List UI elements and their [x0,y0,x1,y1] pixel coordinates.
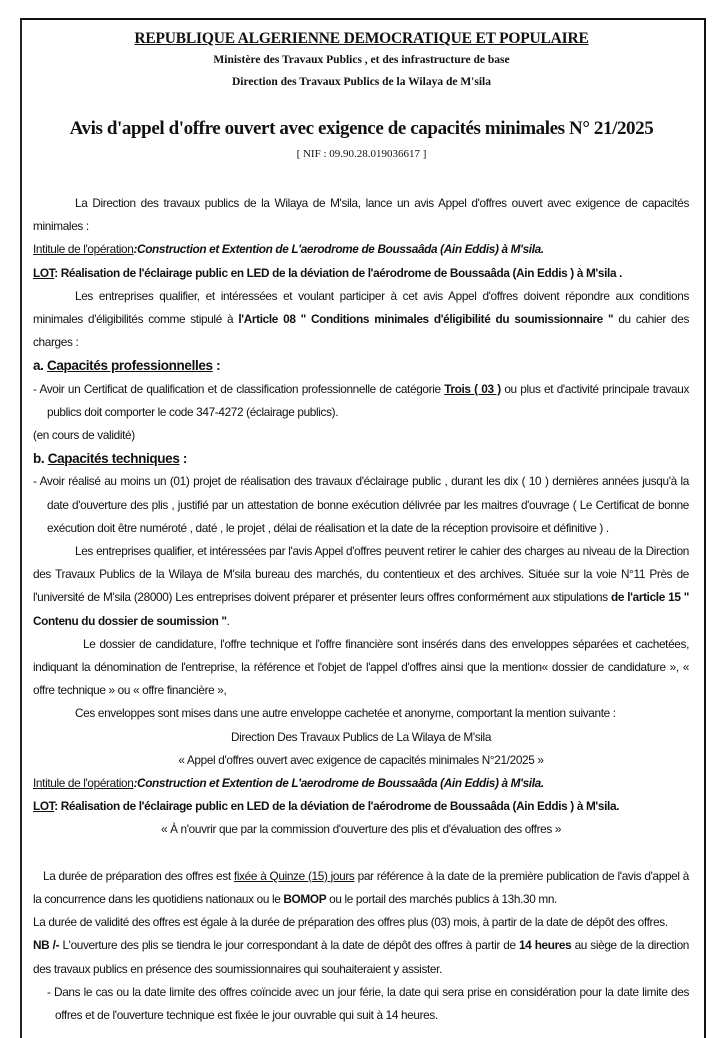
lot-label: LOT [33,265,55,280]
operation-line [33,238,689,261]
eligibility-suffix: du cahier des charges : [33,312,689,350]
intro-paragraph: La Direction des travaux publics de la Wilaya de M'sila, lance un avis Appel d'offres ouvert avec exigence de capacités minimales : [33,196,689,234]
outer-envelope-paragraph: Ces enveloppes sont mises dans une autre enveloppe cachetée et anonyme, comportant la mention suivante : [75,706,616,721]
withdraw-text: Les entreprises qualifier, et intéressées par l'avis Appel d'offres peuvent retirer le cahier des charges au niveau de la Direction des Travaux Publics de la Wilaya de M'sila bureau des marchés, du contentieux et des archives. Située sur la voie N°11 Près de l'université de M'sila (28000) Les entreprises doivent préparer et présenter leurs offres conformément aux stipulations [33,544,689,605]
duration-text-2: par référence à la date de la première publication de l'avis d'appel à la concurrence dans les quotidiens nationaux ou le [33,868,689,906]
withdraw-suffix: . [226,613,230,628]
section-b-item: - Avoir réalisé au moins un (01) projet de réalisation des travaux d'éclairage public , durant les dix ( 10 ) dernières années jusqu'à la date d'ouverture des plis , justifié par un attestation de bonne exécution délivrée par les maitres d'ouvrage ( Le Certificat de bonne exécution doit être numéroté , daté , le projet , délai de réalisation et la date de la réception provisoire et définitive ) . [33,474,689,535]
envelope-operation-label: Intitule de l'opération [33,776,134,791]
envelope-lot-label: LOT [33,799,55,814]
duration-text-3: ou le portail des marchés publics à 13h.30 mn. [326,891,557,906]
nb-text: L'ouverture des plis se tiendra le jour correspondant à la date de dépôt des offres à partir de [59,938,519,953]
section-a-item [33,378,689,424]
operation-label: Intitule de l'opération [33,242,134,257]
envelope-lot-value: : Réalisation de l'éclairage public en LED de la déviation de l'aérodrome de Boussaâda (Ain Eddis ) à M'sila. [54,799,620,814]
lot-line [33,262,689,285]
eligibility-text: Les entreprises qualifier, et intéressées et voulant participer à cet avis Appel d'offres doivent répondre aux conditions minimales d'éligibilités comme stipulé à [33,288,689,327]
bomop-label: BOMOP [283,891,327,906]
address-line-2: « Appel d'offres ouvert avec exigence de capacités minimales N°21/2025 » [178,752,544,767]
duration-paragraph [33,865,689,911]
eligibility-paragraph [33,285,689,355]
section-a-heading [33,354,689,377]
envelope-operation-line [33,772,689,795]
republic-heading: REPUBLIQUE ALGERIENNE DEMOCRATIQUE ET POPULAIRE [134,30,589,47]
address-line-1: Direction Des Travaux Publics de La Wilaya de M'sila [230,729,492,744]
section-a-note: (en cours de validité) [33,428,135,443]
eligibility-article: l'Article 08 " Conditions minimales d'éligibilité du soumissionnaire " [238,312,614,327]
section-a-title: Capacités professionnelles [46,358,213,374]
section-a-suffix: : [212,358,221,374]
validity-paragraph: La durée de validité des offres est égale à la durée de préparation des offres plus (03) mois, à partir de la date de dépôt des offres. [33,915,668,930]
do-not-open-notice: « À n'ouvrir que par la commission d'ouverture des plis et d'évaluation des offres » [160,822,562,837]
nb-label: NB /- [33,938,60,953]
opening-hour: 14 heures [518,938,572,953]
withdraw-paragraph [33,540,689,633]
lot-value: : Réalisation de l'éclairage public en LED de la déviation de l'aérodrome de Boussaâda (Ain Eddis ) à M'sila . [54,265,623,280]
section-b-prefix: b. [33,451,48,467]
ministry-heading: Ministère des Travaux Publics , et des infrastructure de base [213,54,510,66]
envelope-operation-value: :Construction et Extention de L'aerodrome de Boussaâda (Ain Eddis) à M'sila. [133,776,544,791]
section-a-prefix: a. [33,358,47,374]
section-b-title: Capacités techniques [47,451,180,467]
section-a-item-text: - Avoir un Certificat de qualification et de classification professionnelle de catégorie [33,381,445,396]
section-b-heading [33,447,689,470]
category-value: Trois ( 03 ) [444,381,501,396]
duration-value: fixée à Quinze (15) jours [233,868,355,883]
document-body [33,192,689,1027]
nb-paragraph [33,934,689,980]
nif-number: [ NIF : 09.90.28.019036617 ] [296,148,427,160]
envelopes-paragraph: Le dossier de candidature, l'offre technique et l'offre financière sont insérés dans des enveloppes séparées et cachetées, indiquant la dénomination de l'entreprise, la référence et l'objet de l'appel d'offres ainsi que la mention« dossier de candidature », « offre technique » ou « offre financière », [33,636,689,698]
operation-value: :Construction et Extention de L'aerodrome de Boussaâda (Ain Eddis) à M'sila. [133,242,544,257]
envelope-lot-line [33,795,689,818]
notice-title: Avis d'appel d'offre ouvert avec exigence de capacités minimales N° 21/2025 [69,118,654,139]
nb-text-2: au siège de la direction des travaux publics en présence des soumissionnaires qui souhaiteraient y assister. [33,938,690,976]
section-a-item-suffix: ou plus et d'activité principale travaux publics doit comporter le code 347-4272 (éclairage publics). [47,381,689,419]
direction-heading: Direction des Travaux Publics de la Wilaya de M'sila [232,76,491,88]
spacer [33,842,689,865]
section-b-suffix: : [179,451,188,467]
withdraw-article: de l'article 15 " Contenu du dossier de soumission " [33,590,689,628]
duration-text: La durée de préparation des offres est [43,868,234,883]
holiday-paragraph: - Dans le cas ou la date limite des offres coïncide avec un jour férie, la date qui sera prise en considération pour la date limite des offres et de l'ouverture technique est fixée le jour ouvrable qui suit à 14 heures. [47,984,689,1022]
